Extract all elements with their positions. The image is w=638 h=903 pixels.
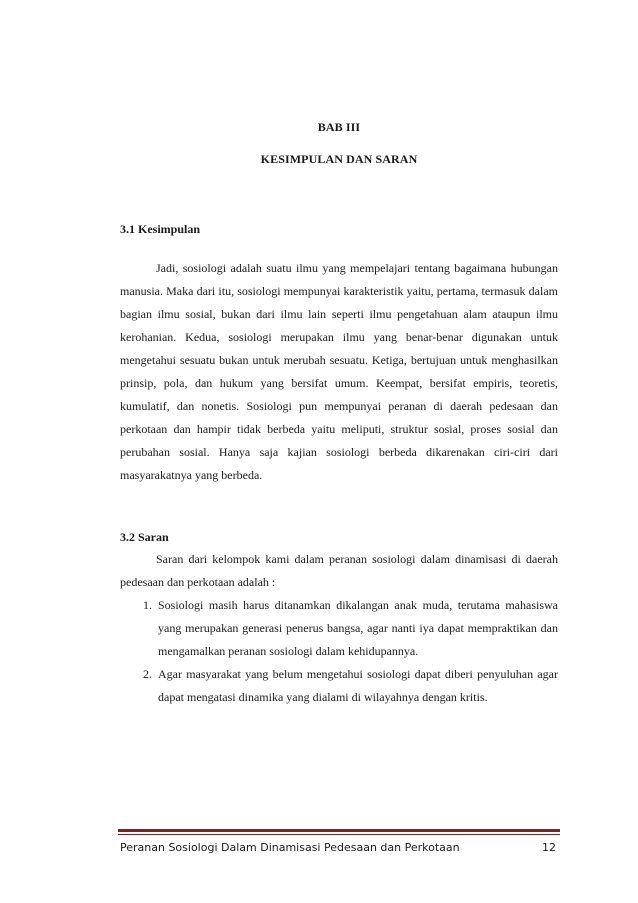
footer-title: Peranan Sosiologi Dalam Dinamisasi Pedesaan dan Perkotaan — [120, 841, 460, 854]
footer-divider-thin — [118, 834, 560, 835]
list-item — [120, 663, 558, 709]
section-heading-kesimpulan: 3.1 Kesimpulan — [120, 222, 201, 236]
chapter-title: KESIMPULAN DAN SARAN — [260, 152, 418, 166]
list-item-number: 2. — [143, 667, 152, 681]
list-item-number: 1. — [143, 598, 152, 612]
kesimpulan-paragraph — [120, 257, 558, 487]
saran-intro-paragraph — [120, 548, 558, 594]
list-item-text: Sosiologi masih harus ditanamkan dikalangan anak muda, terutama mahasiswa yang merupakan generasi penerus bangsa, agar nanti iya dapat mempraktikan dan mengamalkan peranan sosiologi dalam kehidupannya. — [158, 598, 558, 658]
page-number: 12 — [542, 841, 556, 854]
saran-intro-text: Saran dari kelompok kami dalam peranan sosiologi dalam dinamisasi di daerah pedesaan dan perkotaan adalah : — [120, 552, 558, 589]
saran-list — [120, 594, 558, 709]
footer-divider-thick — [118, 829, 560, 832]
list-item-text: Agar masyarakat yang belum mengetahui sosiologi dapat diberi penyuluhan agar dapat mengatasi dinamika yang dialami di wilayahnya dengan kritis. — [158, 667, 558, 704]
section-heading-saran: 3.2 Saran — [120, 530, 169, 544]
chapter-number: BAB III — [317, 120, 361, 134]
kesimpulan-text: Jadi, sosiologi adalah suatu ilmu yang mempelajari tentang bagaimana hubungan manusia. Maka dari itu, sosiologi mempunyai karakteristik yaitu, pertama, termasuk dalam bagian ilmu sosial, bukan dari ilmu lain seperti ilmu pengetahuan alam ataupun ilmu kerohanian. Kedua, sosiologi merupakan ilmu yang benar-benar digunakan untuk mengetahui sesuatu bukan untuk merubah sesuatu. Ketiga, bertujuan untuk menghasilkan prinsip, pola, dan hukum yang bersifat umum. Keempat, bersifat empiris, teoretis, kumulatif, dan nonetis. Sosiologi pun mempunyai peranan di daerah pedesaan dan perkotaan dan hampir tidak berbeda yaitu meliputi, struktur sosial, proses sosial dan perubahan sosial. Hanya saja kajian sosiologi berbeda dikarenakan ciri-ciri dari masyarakatnya yang berbeda. — [120, 261, 558, 482]
list-item — [120, 594, 558, 663]
